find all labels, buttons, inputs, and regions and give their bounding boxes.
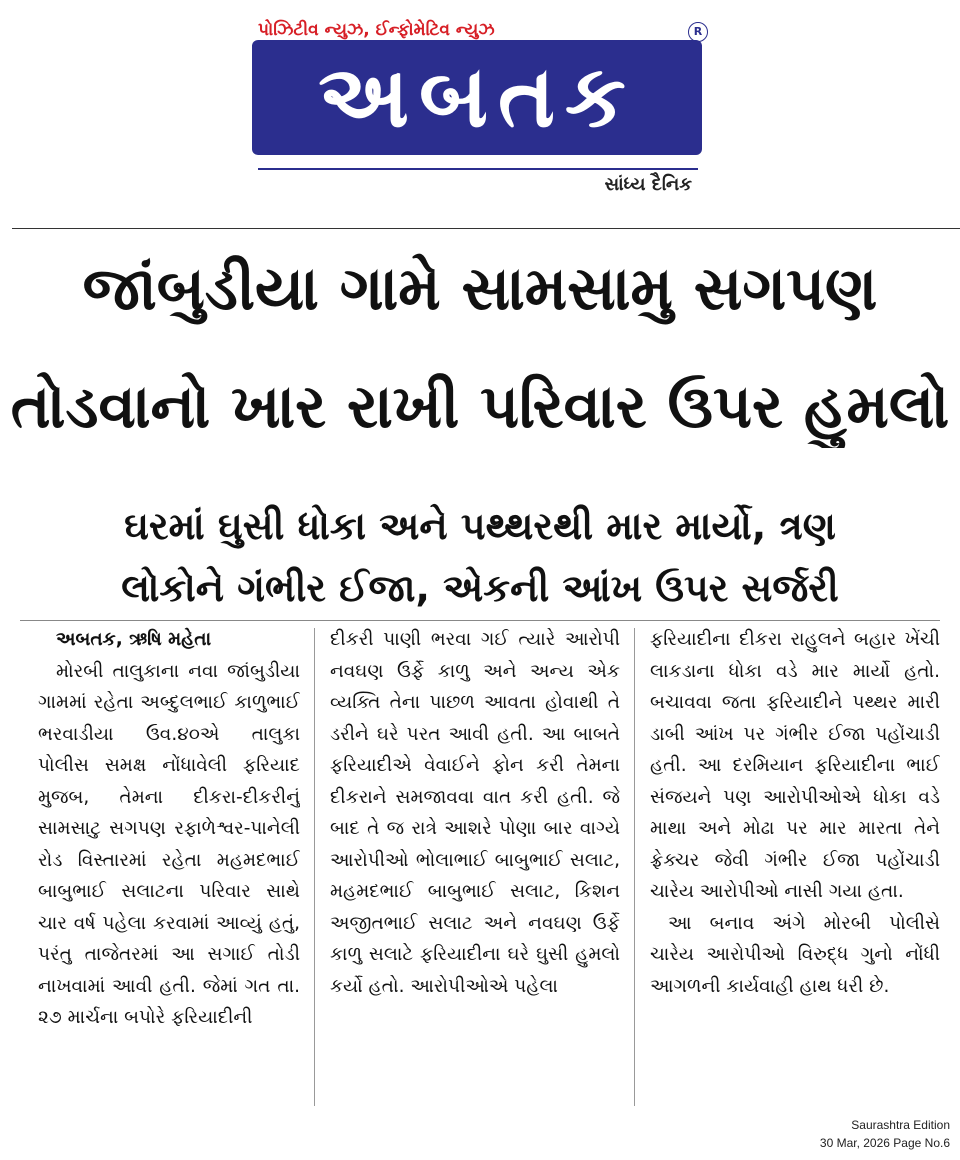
subheadline-line-1: ઘરમાં ઘુસી ધોકા અને પથ્થરથી માર માર્યો, ત્રણ: [124, 504, 836, 548]
column-1-paragraph: મોરબી તાલુકાના નવા જાંબુડીયા ગામમાં રહેતા અબ્દુલભાઈ કાળુભાઈ ભરવાડીયા ઉવ.૪૦એ તાલુકા પોલીસ સમક્ષ નોંધાવેલી ફરિયાદ મુજબ, તેમના દીકરા-દીકરીનું સામસાટુ સગપણ રફાળેશ્વર-પાનેલી રોડ વિસ્તારમાં રહેતા મહમદભાઈ બાબુભાઈ સલાટના પરિવાર સાથે ચાર વર્ષ પહેલા કરવામાં આવ્યું હતું, પરંતુ તાજેતરમાં આ સગાઈ તોડી નાખવામાં આવી હતી. જેમાં ગત તા. ૨૭ માર્ચના બપોરે ફરિયાદીની: [38, 660, 300, 1028]
edition-tag: સાંધ્ય દૈનિક: [604, 174, 692, 195]
column-3-paragraph-2: આ બનાવ અંગે મોરબી પોલીસે ચારેય આરોપીઓ વિરુદ્ધ ગુનો નોંધી આગળની કાર્યવાહી હાથ ધરી છે.: [650, 912, 940, 997]
column-separator: [634, 628, 635, 1106]
column-2-paragraph: દીકરી પાણી ભરવા ગઈ ત્યારે આરોપી નવઘણ ઉર્ફે કાળુ અને અન્ય એક વ્યક્તિ તેના પાછળ આવતા હોવાથી તે ડરીને ઘરે પરત આવી હતી. આ બાબતે ફરિયાદીએ વેવાઈને ફોન કરી તેમના દીકરાને સમજાવવા વાત કરી હતી. જે બાદ તે જ રાત્રે આશરે પોણા બાર વાગ્યે આરોપીઓ ભોલાભાઈ બાબુભાઈ સલાટ, મહમદભાઈ બાબુભાઈ સલાટ, કિશન અજીતભાઈ સલાટ અને નવઘણ ઉર્ફે કાળુ સલાટે ફરિયાદીના ઘરે ઘુસી હુમલો કર્યો હતો. આરોપીઓએ પહેલા: [330, 629, 620, 997]
registered-mark-icon: R: [688, 22, 708, 42]
masthead: [0, 0, 960, 228]
column-3-paragraph-1: ફરિયાદીના દીકરા રાહુલને બહાર ખેંચી લાકડાના ધોકા વડે માર માર્યો હતો. બચાવવા જતા ફરિયાદીને પથ્થર મારી ડાબી આંખ પર ગંભીર ઈજા પહોંચાડી હતી. આ દરમિયાન ફરિયાદીના ભાઈ સંજયને પણ આરોપીઓએ ધોકા વડે માથા અને મોઢા પર માર મારતા તેને ફ્રેક્ચર જેવી ગંભીર ઈજા પહોંચાડી ચારેય આરોપીઓ નાસી ગયા હતા.: [650, 629, 940, 902]
headline-line-1: જાંબુડીયા ગામે સામસામુ સગપણ: [82, 254, 878, 324]
footer-edition: Saurashtra Edition: [851, 1118, 950, 1132]
newspaper-logo: અબતક: [252, 40, 702, 155]
body-divider: [20, 620, 940, 621]
top-divider: [12, 228, 960, 229]
article-column-3: [650, 624, 940, 1110]
subheadline-line-2: લોકોને ગંભીર ઈજા, એકની આંખ ઉપર સર્જરી: [121, 566, 839, 610]
byline: અબતક, ઋષિ મહેતા: [56, 629, 212, 650]
footer-date-page: 30 Mar, 2026 Page No.6: [819, 1136, 950, 1150]
article-column-2: [330, 624, 620, 1110]
logo-underline: [258, 168, 698, 170]
article-column-1: [38, 624, 300, 1110]
column-separator: [314, 628, 315, 1106]
headline-line-2: તોડવાનો ખાર રાખી પરિવાર ઉપર હુમલો: [10, 372, 950, 442]
tagline: પોઝિટીવ ન્યુઝ, ઈન્ફોમેટિવ ન્યુઝ: [258, 20, 495, 40]
